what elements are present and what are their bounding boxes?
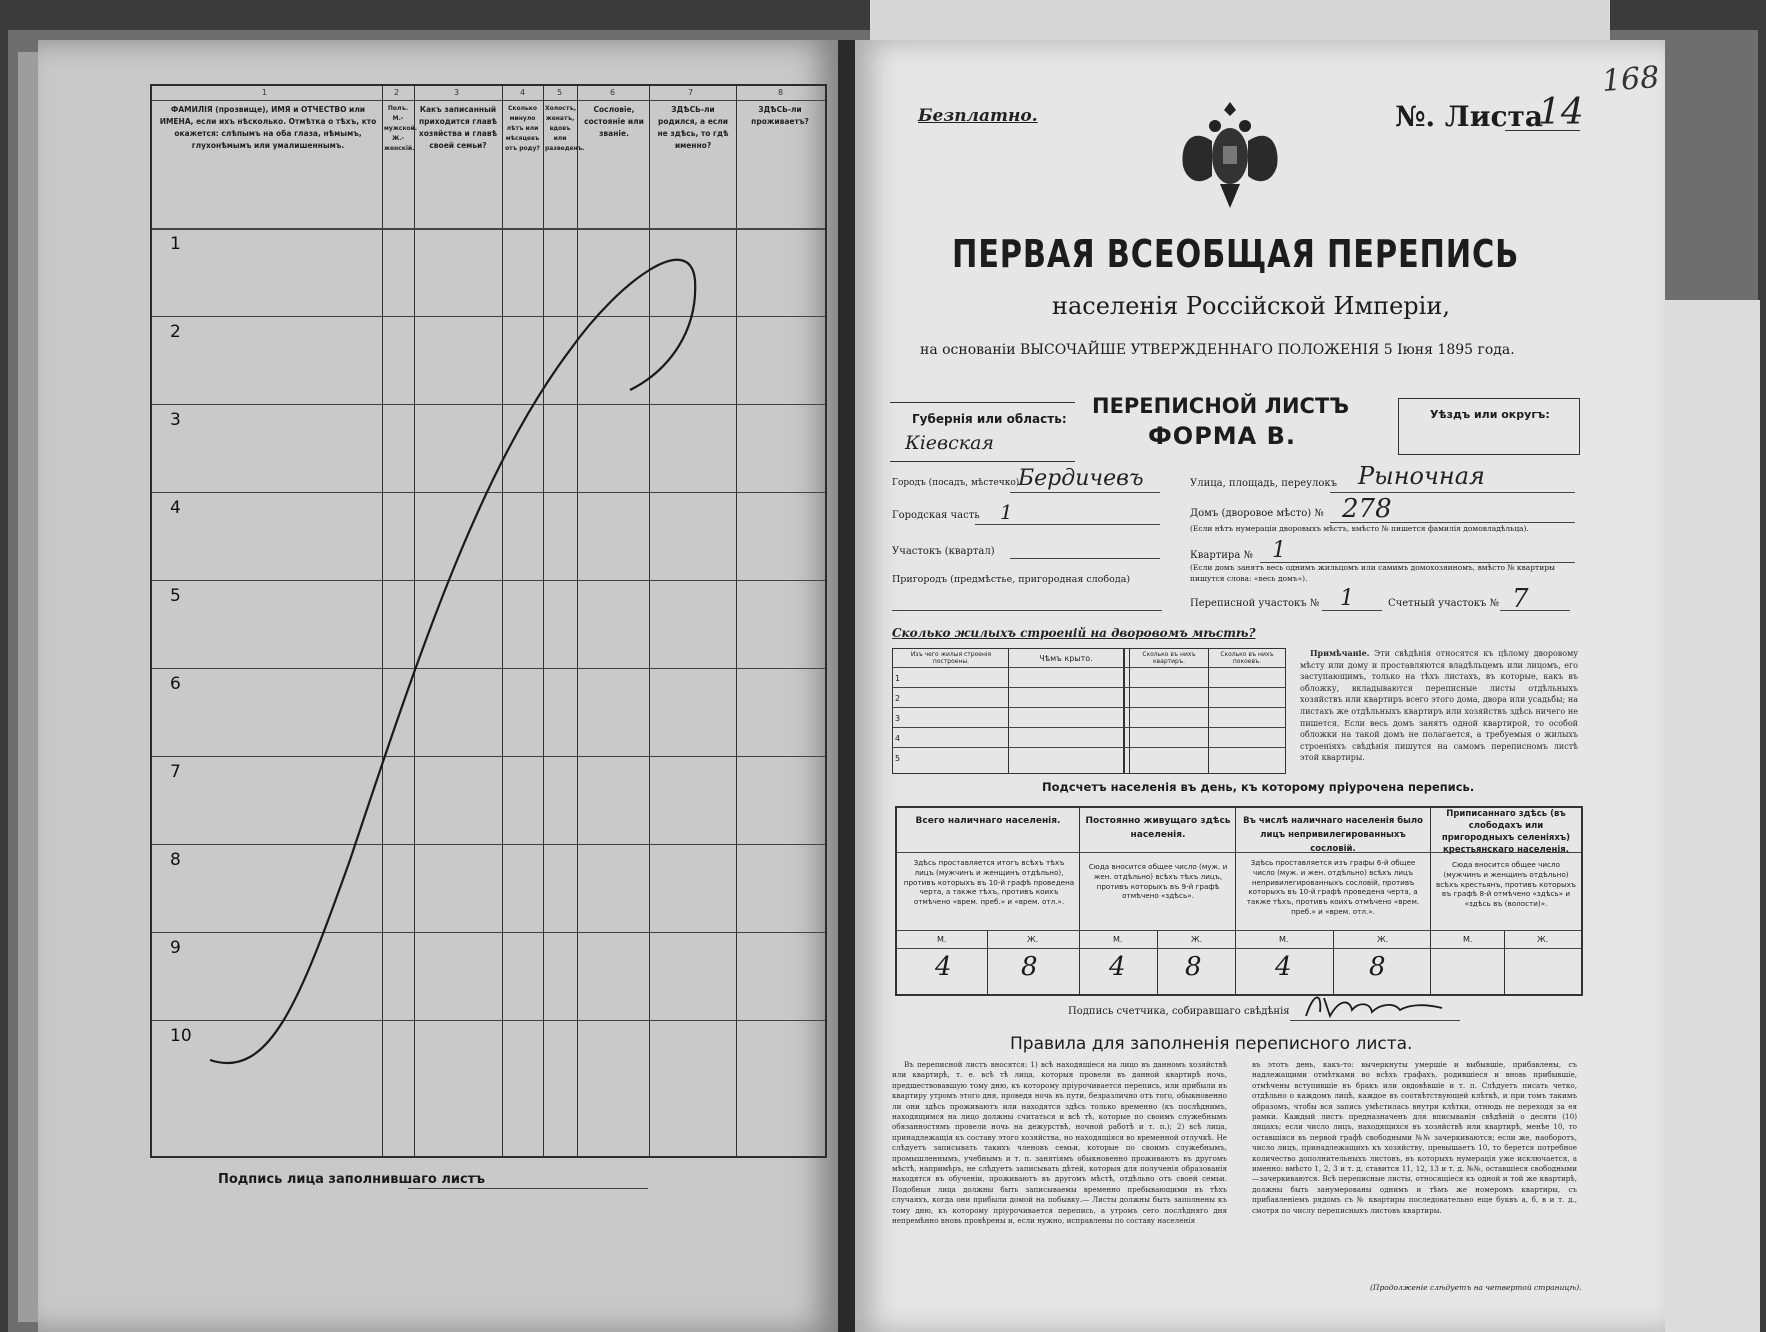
row-number: 10 bbox=[170, 1026, 192, 1046]
sex-label-female: Ж. bbox=[1537, 935, 1549, 944]
column-header-marital: Холостъ, женатъ, вдовъ или разведенъ. bbox=[545, 105, 585, 152]
city-label: Городъ (посадъ, мѣстечко) bbox=[892, 478, 1020, 488]
sex-label-female: Ж. bbox=[1377, 935, 1389, 944]
column-number: 6 bbox=[610, 88, 616, 97]
row-number: 6 bbox=[170, 674, 181, 694]
buildings-table bbox=[892, 648, 1286, 774]
buildings-row-number: 5 bbox=[895, 754, 901, 763]
count-header-peasants: Приписаннаго здѣсь (въ слободахъ или пригородныхъ селеніяхъ) крестьянскаго населенія. bbox=[1441, 809, 1571, 855]
row-number: 9 bbox=[170, 938, 181, 958]
count-header-total: Всего наличнаго населенія. bbox=[915, 816, 1061, 826]
apartment-value[interactable]: 1 bbox=[1272, 538, 1286, 563]
district-label: Участокъ (квартал) bbox=[892, 546, 995, 557]
row-number: 7 bbox=[170, 762, 181, 782]
count-area-label: Счетный участокъ № bbox=[1388, 598, 1500, 609]
buildings-header-apartments: Сколько въ нихъ квартиръ. bbox=[1142, 651, 1196, 665]
city-value[interactable]: Бердичевъ bbox=[1018, 466, 1144, 491]
note-title: Примѣчаніе. bbox=[1310, 648, 1370, 658]
street-value[interactable]: Рыночная bbox=[1358, 462, 1485, 490]
buildings-row-number: 2 bbox=[895, 694, 901, 703]
buildings-row-number: 3 bbox=[895, 714, 901, 723]
column-number: 2 bbox=[394, 88, 400, 97]
rules-continued: (Продолженіе слѣдуетъ на четвертой страницѣ). bbox=[1370, 1283, 1582, 1292]
house-note: (Если нѣтъ нумераціи дворовыхъ мѣстъ, вмѣсто № пишется фамилія домовладѣльца). bbox=[1190, 524, 1529, 533]
column-number: 3 bbox=[454, 88, 460, 97]
rules-left-column: Въ переписной листъ вносятся: 1) всѣ находящіеся на лицо въ данномъ хозяйствѣ или квартирѣ, т. е. всѣ тѣ лица, которыя провели въ данной квартирѣ ночь, предшествовавшую тому дню, къ которому пріурочивается перепись, или прибыли въ квартиру утромъ этого дня, проведя ночь въ пути, безразлично отъ того, обыкновенно ли они здѣсь проживаютъ или находятся здѣсь только временно (къ послѣднимъ, находящимся на лицо должны считаться и всѣ тѣ, которые по своимъ служебнымъ обязанностямъ провели ночь на дежурствѣ, ночной работѣ и т. п.); 2) всѣ лица, принадлежащія къ составу этого хозяйства, но находящіяся во временной отлучкѣ. Не слѣдуетъ записывать такихъ членовъ семьи, которые по своимъ служебнымъ, промышленнымъ, учебнымъ и т. п. занятіямъ обыкновенно проживаютъ въ другомъ мѣстѣ, напримѣръ, не слѣдуетъ записывать дѣтей, которыя для полученія образованія находятся въ обученіи, проживаютъ въ другомъ мѣстѣ, отдѣльно отъ своей семьи. Подобныя лица должны быть записываемы временно пребывающими въ тѣхъ случаяхъ, когда они прибыли домой на побывку.— Листы должны быть заполнены къ тому дню, къ которому пріурочивается перепись, а утромъ сего послѣдняго дня непремѣнно вновь провѣрены и, если нужно, исправлены по составу населенія bbox=[892, 1060, 1227, 1226]
city-part-value[interactable]: 1 bbox=[1000, 500, 1013, 524]
count-header-permanent: Постоянно живущаго здѣсь населенія. bbox=[1085, 816, 1231, 840]
left-signature-label: Подпись лица заполнившаго листъ bbox=[218, 1172, 485, 1187]
sex-label-male: М. bbox=[1113, 935, 1123, 944]
count-permanent-female[interactable]: 8 bbox=[1185, 952, 1202, 982]
imperial-eagle-icon bbox=[1175, 96, 1285, 216]
row-number: 4 bbox=[170, 498, 181, 518]
top-card-edge bbox=[870, 0, 1610, 44]
uezd-box bbox=[1398, 398, 1580, 455]
book-gutter bbox=[838, 40, 855, 1332]
row-number: 5 bbox=[170, 586, 181, 606]
buildings-header-roof: Чѣмъ крыто. bbox=[1039, 654, 1093, 663]
buildings-header-rooms: Сколько въ нихъ покоевъ. bbox=[1220, 651, 1274, 665]
row-number: 2 bbox=[170, 322, 181, 342]
count-desc-permanent: Сюда вносится общее число (муж. и жен. отдѣльно) всѣхъ тѣхъ лицъ, противъ которыхъ въ 9-й графѣ отмѣчено «здѣсь». bbox=[1088, 862, 1228, 901]
column-header-sex: Полъ. М.-мужской. Ж.-женскій. bbox=[384, 105, 418, 152]
buildings-row-number: 1 bbox=[895, 674, 901, 683]
count-total-female[interactable]: 8 bbox=[1021, 952, 1038, 982]
census-subtitle: населенія Россійской Имперіи, bbox=[1052, 292, 1450, 320]
uezd-label: Уѣздъ или округъ: bbox=[1430, 408, 1550, 421]
column-number: 8 bbox=[778, 88, 784, 97]
city-part-label: Городская часть bbox=[892, 510, 980, 521]
column-header-name: ФАМИЛІЯ (прозвище), ИМЯ и ОТЧЕСТВО или ИМЕНА, если ихъ нѣсколько. Отмѣтка о тѣхъ, кто окажется: слѣпымъ на оба глаза, нѣмымъ, глухонѣмымъ или умалишеннымъ. bbox=[159, 105, 377, 150]
apartment-label: Квартира № bbox=[1190, 550, 1253, 561]
count-header-nonprivileged: Въ числѣ наличнаго населенія было лицъ непривилегированныхъ сословій. bbox=[1243, 816, 1423, 854]
sex-label-female: Ж. bbox=[1191, 935, 1203, 944]
count-permanent-male[interactable]: 4 bbox=[1109, 952, 1126, 982]
count-title: Подсчетъ населенія въ день, къ которому пріурочена перепись. bbox=[1042, 780, 1475, 794]
row-number: 1 bbox=[170, 234, 181, 254]
census-area-label: Переписной участокъ № bbox=[1190, 598, 1320, 609]
left-signature-line bbox=[408, 1188, 648, 1189]
sheet-number-line bbox=[1505, 130, 1580, 131]
suburb-label: Пригородъ (предмѣстье, пригородная слобода) bbox=[892, 574, 1131, 585]
census-area-value[interactable]: 1 bbox=[1340, 586, 1354, 611]
count-total-male[interactable]: 4 bbox=[935, 952, 952, 982]
province-value[interactable]: Кіевская bbox=[905, 432, 994, 454]
apartment-note: (Если домъ занятъ весь однимъ жильцомъ или самимъ домохозяиномъ, вмѣсто № квартиры пишутся слова: «весь домъ»). bbox=[1190, 563, 1555, 583]
census-title: ПЕРВАЯ ВСЕОБЩАЯ ПЕРЕПИСЬ bbox=[952, 232, 1520, 276]
row-number: 3 bbox=[170, 410, 181, 430]
count-desc-peasants: Сюда вносится общее число (мужчинъ и женщинъ отдѣльно) всѣхъ крестьянъ, противъ которыхъ въ графѣ 8-й отмѣчено «здѣсь» и «здѣсь въ (волости)». bbox=[1435, 860, 1576, 909]
row-number: 8 bbox=[170, 850, 181, 870]
form-title: ПЕРЕПИСНОЙ ЛИСТЪ bbox=[1092, 394, 1350, 418]
sex-label-male: М. bbox=[1279, 935, 1289, 944]
free-label: Безплатно. bbox=[918, 106, 1038, 126]
right-page-stack bbox=[1665, 300, 1760, 1332]
column-number: 5 bbox=[557, 88, 563, 97]
counter-signature-icon bbox=[1300, 988, 1450, 1024]
column-header-age: Сколько минуло лѣтъ или мѣсяцевъ отъ роду? bbox=[505, 105, 540, 152]
column-number: 4 bbox=[520, 88, 526, 97]
count-area-value[interactable]: 7 bbox=[1512, 584, 1529, 614]
column-header-residence: ЗДѢСЬ-ли проживаетъ? bbox=[751, 105, 809, 126]
column-number: 1 bbox=[262, 88, 268, 97]
archive-number: 168 bbox=[1600, 60, 1661, 99]
rules-title: Правила для заполненія переписного листа. bbox=[1010, 1034, 1413, 1054]
buildings-question: Сколько жилыхъ строеній на дворовомъ мѣстѣ? bbox=[892, 626, 1256, 640]
column-header-relation: Какъ записанный приходится главѣ хозяйства и главѣ своей семьи? bbox=[418, 105, 498, 150]
sex-label-male: М. bbox=[937, 935, 947, 944]
province-label: Губернія или область: bbox=[912, 412, 1067, 426]
note-paragraph bbox=[1300, 648, 1578, 764]
house-label: Домъ (дворовое мѣсто) № bbox=[1190, 508, 1324, 519]
buildings-row-number: 4 bbox=[895, 734, 901, 743]
counter-signature-label: Подпись счетчика, собиравшаго свѣдѣнія bbox=[1068, 1006, 1290, 1017]
column-header-birthplace: ЗДѢСЬ-ли родился, а если не здѣсь, то гдѣ именно? bbox=[657, 105, 729, 150]
sheet-number-value: 14 bbox=[1538, 92, 1584, 133]
column-header-estate: Сословіе, состояніе или званіе. bbox=[584, 105, 644, 138]
form-subtitle: ФОРМА В. bbox=[1148, 422, 1297, 450]
count-desc-nonprivileged: Здѣсь проставляется изъ графы 6-й общее число (муж. и жен. отдѣльно) всѣхъ лицъ непривилегированныхъ сословій, противъ которыхъ въ 10-й графѣ проведена черта, а также тѣхъ, противъ коихъ отмѣчено «врем. преб.» и «врем. отл.». bbox=[1246, 858, 1420, 916]
sex-label-male: М. bbox=[1463, 935, 1473, 944]
rules-right-column: въ этотъ день, какъ-то: вычеркнуты умершіе и выбывшіе, прибавлены, съ надлежащими отмѣтками во всѣхъ графахъ, родившіеся и вновь прибывшіе, отмѣчены вступившіе въ бракъ или овдовѣвшіе и т. п. Слѣдуетъ писать четко, отдѣльно о каждомъ лицѣ, каждое въ соотвѣтствующей клѣткѣ, и при томъ такимъ образомъ, чтобы вся запись умѣстилась внутри клѣтки, отнюдь не переходя за ея рамки. Каждый листъ предназначенъ для вписыванія свѣдѣній о десяти (10) лицахъ; если число лицъ, находящихся въ хозяйствѣ или квартирѣ, менѣе 10, то оставшіяся въ первой графѣ свободными №№ зачеркиваются; если же, наоборотъ, число лицъ, принадлежащихъ къ хозяйству, превышаетъ 10, то берется потребное количество дополнительныхъ листовъ, въ которыхъ нумерація уже исключается, а именно: вмѣсто 1, 2, 3 и т. д. ставится 11, 12, 13 и т. д. №№, оставшіеся свободными—зачеркиваются. Всѣ переписные листы, относящіеся къ одной и той же квартирѣ, должны быть занумерованы однимъ и тѣмъ же номеромъ квартиры, съ прибавленіемъ рядомъ съ № квартиры последовательно еще буквъ а, б, в и т. д., смотря по числу переписныхъ листовъ квартиры. bbox=[1252, 1060, 1577, 1215]
sheet-number-label: №. Листа bbox=[1395, 100, 1543, 133]
cancel-stroke-icon bbox=[150, 220, 710, 1080]
sex-label-female: Ж. bbox=[1027, 935, 1039, 944]
column-number: 7 bbox=[688, 88, 694, 97]
population-count-table bbox=[895, 806, 1583, 996]
count-nonprivileged-male[interactable]: 4 bbox=[1275, 952, 1292, 982]
census-basis: на основаніи ВЫСОЧАЙШЕ УТВЕРЖДЕННАГО ПОЛОЖЕНІЯ 5 Іюня 1895 года. bbox=[920, 342, 1515, 358]
house-value[interactable]: 278 bbox=[1342, 494, 1392, 524]
buildings-header-material: Изъ чего жилыя строенія построены. bbox=[910, 651, 992, 665]
note-text: Эти свѣдѣнія относятся къ цѣлому дворовому мѣсту или дому и проставляются владѣльцемъ или лицомъ, его заступающимъ, только на тѣхъ листахъ, въ которые, какъ въ обложку, вкладываются переписные листы отдѣльныхъ хозяйствъ или квартиръ всего этого дома, двора или усадьбы; на листахъ же отдѣльныхъ квартиръ или хозяйствъ здѣсь ничего не пишется. Если весь домъ занятъ одной квартирой, то особой обложки на такой домъ не полагается, а требуемыя о жилыхъ строеніяхъ свѣдѣнія пишутся на самомъ переписномъ листѣ этой квартиры. bbox=[1300, 649, 1579, 763]
count-nonprivileged-female[interactable]: 8 bbox=[1369, 952, 1386, 982]
count-desc-total: Здѣсь проставляется итогъ всѣхъ тѣхъ лицъ (мужчинъ и женщинъ отдѣльно), противъ которыхъ въ 10-й графѣ проведена черта, а также тѣхъ, противъ коихъ отмѣчено «врем. преб.» и «врем. отл.». bbox=[903, 858, 1075, 907]
street-label: Улица, площадь, переулокъ bbox=[1190, 478, 1338, 489]
